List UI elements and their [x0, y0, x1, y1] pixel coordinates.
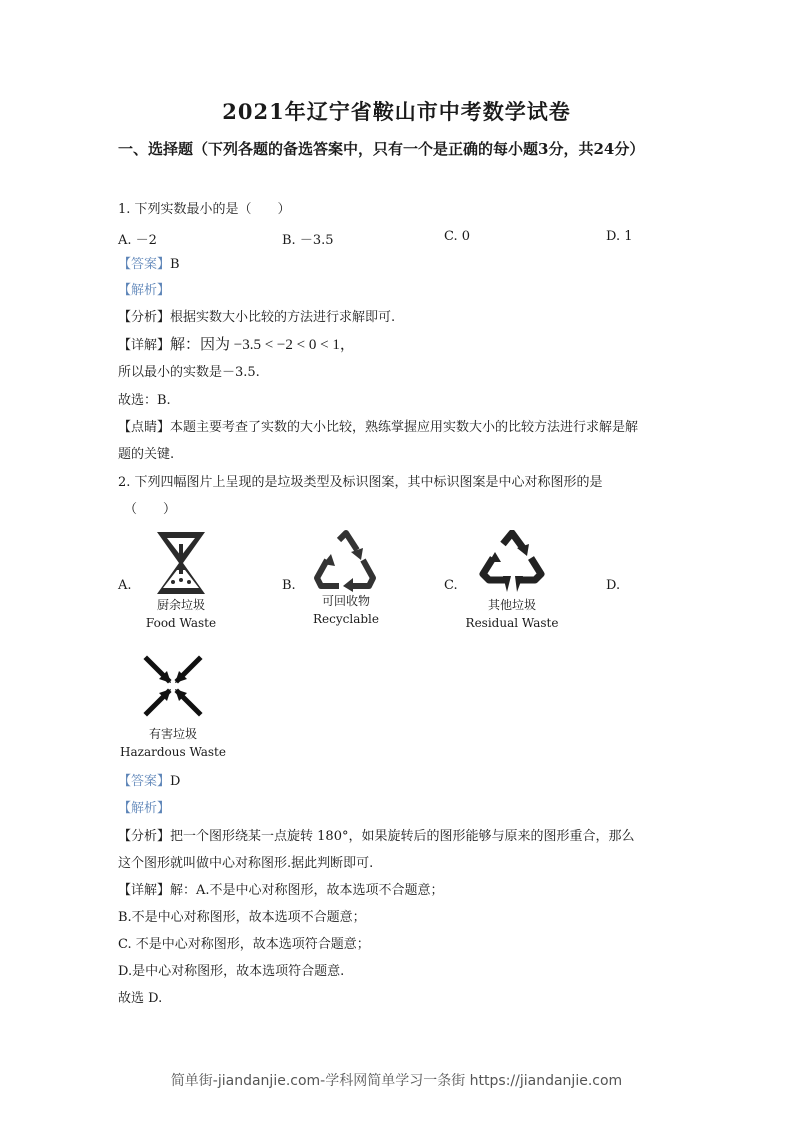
q1-dianjing2: 题的关键.	[118, 447, 175, 462]
food-waste-en: Food Waste	[145, 616, 217, 630]
q1-fenxi	[118, 309, 395, 327]
q1-line2: 所以最小的实数是－3.5.	[118, 365, 260, 380]
fenxi-text: 根据实数大小比较的方法进行求解即可.	[170, 310, 396, 325]
recyclable-icon	[313, 530, 379, 592]
q2-option-b-letter: B.	[282, 578, 296, 593]
q2-line2: B.不是中心对称图形，故本选项不合题意；	[118, 910, 366, 925]
q2-stem: 2. 下列四幅图片上呈现的是垃圾类型及标识图案，其中标识图案是中心对称图形的是	[118, 475, 603, 490]
fenxi-label: 【分析】	[118, 829, 171, 844]
fenxi-text: 把一个图形绕某一点旋转 180°，如果旋转后的图形能够与原来的图形重合，那么	[170, 829, 635, 844]
q2-line5: 故选 D.	[118, 991, 163, 1006]
answer-label: 【答案】	[118, 257, 171, 272]
q2-analysis-label: 【解析】	[118, 801, 171, 816]
q2-line3: C. 不是中心对称图形，故本选项符合题意；	[118, 937, 370, 952]
q2-paren: （ ）	[124, 502, 177, 517]
fenxi-label: 【分析】	[118, 310, 171, 325]
q2-answer	[118, 773, 180, 791]
q2-option-d-image	[118, 655, 228, 761]
q2-option-a-image	[136, 530, 226, 632]
q1-option-a: A. －2	[118, 233, 157, 248]
hazardous-waste-en: Hazardous Waste	[120, 745, 226, 759]
recyclable-en: Recyclable	[313, 612, 379, 626]
q1-xiangjie	[118, 336, 355, 355]
q1-dianjing	[118, 419, 638, 437]
residual-waste-icon	[477, 530, 547, 596]
q2-fenxi	[118, 828, 634, 846]
q2-option-c-letter: C.	[444, 578, 458, 593]
residual-waste-cn: 其他垃圾	[487, 598, 536, 612]
xiangjie-label: 【详解】	[118, 338, 171, 353]
hazardous-waste-icon	[143, 655, 203, 717]
q1-option-d: D. 1	[606, 229, 633, 244]
q2-option-a-letter: A.	[118, 578, 132, 593]
recyclable-cn: 可回收物	[321, 594, 370, 608]
residual-waste-en: Residual Waste	[465, 616, 559, 630]
xiangjie-label: 【详解】	[118, 883, 171, 898]
q1-option-b: B. －3.5	[282, 233, 334, 248]
q1-answer	[118, 256, 180, 274]
answer-label: 【答案】	[118, 774, 171, 789]
answer-value: B	[170, 257, 180, 272]
q2-fenxi2: 这个图形就叫做中心对称图形.据此判断即可.	[118, 856, 374, 871]
q2-xiangjie	[118, 882, 444, 900]
footer-watermark: 简单街-jiandanjie.com-学科网简单学习一条街 https://jiandanjie.com	[170, 1073, 623, 1089]
q2-option-c-image	[462, 530, 562, 632]
hazardous-waste-cn: 有害垃圾	[148, 727, 197, 741]
q2-option-b-image	[296, 530, 396, 628]
answer-value: D	[170, 774, 181, 789]
food-waste-cn: 厨余垃圾	[156, 598, 205, 612]
dianjing-text: 本题主要考查了实数的大小比较，熟练掌握应用实数大小的比较方法进行求解是解	[170, 420, 639, 435]
section-heading: 一、选择题（下列各题的备选答案中，只有一个是正确的每小题3分，共24分）	[118, 140, 645, 158]
q1-stem: 1. 下列实数最小的是（ ）	[118, 202, 291, 217]
q1-analysis-label: 【解析】	[118, 283, 171, 298]
xiangjie-text: 解：A.不是中心对称图形，故本选项不合题意；	[170, 883, 444, 898]
xiangjie-text: 解：因为 −3.5 < −2 < 0 < 1，	[170, 337, 355, 353]
q2-line4: D.是中心对称图形，故本选项符合题意.	[118, 964, 345, 979]
q1-line3: 故选：B.	[118, 393, 171, 408]
q1-option-c: C. 0	[444, 229, 471, 244]
food-waste-icon	[151, 530, 211, 596]
page-title: 2021年辽宁省鞍山市中考数学试卷	[222, 99, 571, 124]
q2-option-d-letter: D.	[606, 578, 621, 593]
dianjing-label: 【点睛】	[118, 420, 171, 435]
